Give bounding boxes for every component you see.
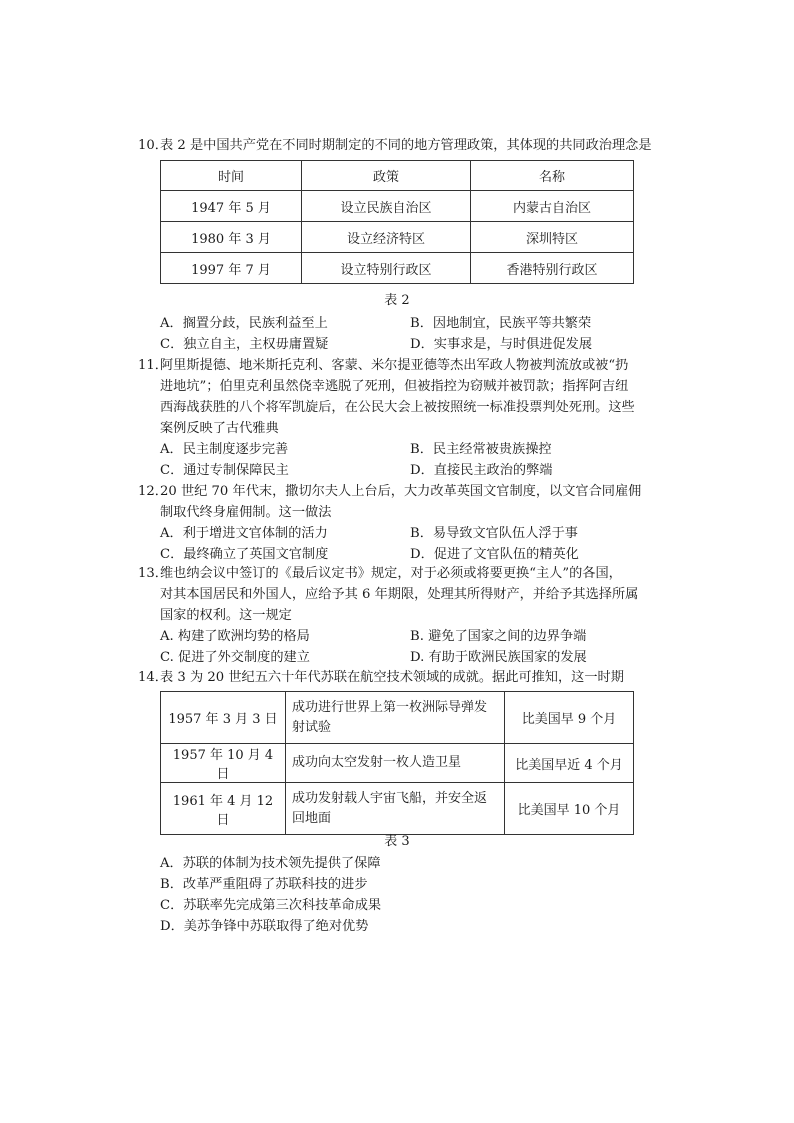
question-11 (138, 355, 658, 481)
table-row (161, 783, 634, 835)
table-cell: 1947 年 5 月 (161, 191, 302, 222)
question-stem-line: 20 世纪 70 年代末，撒切尔夫人上台后，大力改革英国文官制度，以文官合同雇佣 (160, 484, 642, 499)
table-cell: 1961 年 4 月 12 日 (161, 783, 286, 835)
table-cell: 设立民族自治区 (302, 191, 471, 222)
question-14 (138, 667, 658, 688)
table-cell: 内蒙古自治区 (471, 191, 634, 222)
question-stem: 表 2 是中国共产党在不同时期制定的不同的地方管理政策，其体现的共同政治理念是 (160, 138, 652, 153)
table-cell: 比美国早 10 个月 (505, 783, 634, 835)
question-10-options (138, 313, 658, 355)
question-stem-line: 国家的权利。这一规定 (160, 608, 292, 623)
question-number: 13． (138, 566, 168, 581)
table-2 (160, 160, 634, 284)
table-caption: 表 3 (384, 834, 410, 849)
table-row (161, 191, 634, 222)
option-b: B. 避免了国家之间的边界争端 (410, 629, 587, 644)
table-header-row (161, 161, 634, 191)
table-cell: 1980 年 3 月 (161, 222, 302, 253)
question-stem-line: 制取代终身雇佣制。这一做法 (160, 505, 332, 520)
question-stem-line: 案例反映了古代雅典 (160, 421, 279, 436)
option-d: D．实事求是，与时俱进促发展 (410, 337, 593, 352)
question-10 (138, 135, 658, 156)
option-b: B．因地制宜，民族平等共繁荣 (410, 316, 592, 331)
option-a: A．苏联的体制为技术领先提供了保障 (160, 856, 381, 871)
option-a: A．搁置分歧，民族利益至上 (160, 316, 328, 331)
option-d: D. 有助于欧洲民族国家的发展 (410, 650, 587, 665)
question-number: 11． (138, 358, 168, 373)
question-12 (138, 481, 658, 565)
table-cell: 1997 年 7 月 (161, 253, 302, 284)
table-cell: 1957 年 10 月 4 日 (161, 744, 286, 783)
table-cell: 设立经济特区 (302, 222, 471, 253)
table-row (161, 692, 634, 744)
option-d: D．直接民主政治的弊端 (410, 463, 553, 478)
option-c: C．独立自主，主权毋庸置疑 (160, 337, 329, 352)
question-stem-line: 进地坑”；伯里克利虽然侥幸逃脱了死刑，但被指控为窃贼并被罚款；指挥阿吉纽 (160, 379, 629, 394)
option-c: C．苏联率先完成第三次科技革命成果 (160, 898, 382, 913)
option-b: B．改革严重阻碍了苏联科技的进步 (160, 877, 368, 892)
table-cell: 设立特别行政区 (302, 253, 471, 284)
option-a: A．民主制度逐步完善 (160, 442, 289, 457)
table-cell: 1957 年 3 月 3 日 (161, 692, 286, 744)
table-row (161, 222, 634, 253)
table-header: 政策 (302, 161, 471, 191)
question-number: 12． (138, 484, 168, 499)
option-b: B．民主经常被贵族操控 (410, 442, 552, 457)
option-d: D．促进了文官队伍的精英化 (410, 547, 579, 562)
option-a: A. 构建了欧洲均势的格局 (160, 629, 310, 644)
option-c: C．最终确立了英国文官制度 (160, 547, 329, 562)
table-header: 名称 (471, 161, 634, 191)
option-a: A．利于增进文官体制的活力 (160, 526, 328, 541)
table-cell: 比美国早 9 个月 (505, 692, 634, 744)
question-number: 10． (138, 138, 168, 153)
table-cell: 成功进行世界上第一枚洲际导弹发射试验 (286, 692, 505, 744)
table-3 (160, 691, 634, 835)
table-cell: 比美国早近 4 个月 (505, 744, 634, 783)
table-header: 时间 (161, 161, 302, 191)
table-cell: 成功向太空发射一枚人造卫星 (286, 744, 505, 783)
question-stem-line: 对其本国居民和外国人，应给予其 6 年期限，处理其所得财产，并给予其选择所属 (160, 587, 639, 602)
question-stem-line: 维也纳会议中签订的《最后议定书》规定，对于必须或将要更换“主人”的各国， (160, 566, 622, 581)
question-13 (138, 563, 658, 668)
question-stem: 表 3 为 20 世纪五六十年代苏联在航空技术领域的成就。据此可推知，这一时期 (160, 670, 624, 685)
question-14-options (138, 853, 658, 937)
table-row (161, 744, 634, 783)
question-number: 14． (138, 670, 168, 685)
option-c: C. 促进了外交制度的建立 (160, 650, 310, 665)
question-stem-line: 西海战获胜的八个将军凯旋后，在公民大会上被按照统一标准投票判处死刑。这些 (160, 400, 635, 415)
option-b: B．易导致文官队伍人浮于事 (410, 526, 578, 541)
table-cell: 成功发射载人宇宙飞船，并安全返回地面 (286, 783, 505, 835)
table-cell: 深圳特区 (471, 222, 634, 253)
table-cell: 香港特别行政区 (471, 253, 634, 284)
table-caption: 表 2 (384, 293, 410, 308)
table-row (161, 253, 634, 284)
option-d: D．美苏争锋中苏联取得了绝对优势 (160, 919, 369, 934)
option-c: C．通过专制保障民主 (160, 463, 289, 478)
question-stem-line: 阿里斯提德、地米斯托克利、客蒙、米尔提亚德等杰出军政人物被判流放或被“扔 (160, 358, 629, 373)
